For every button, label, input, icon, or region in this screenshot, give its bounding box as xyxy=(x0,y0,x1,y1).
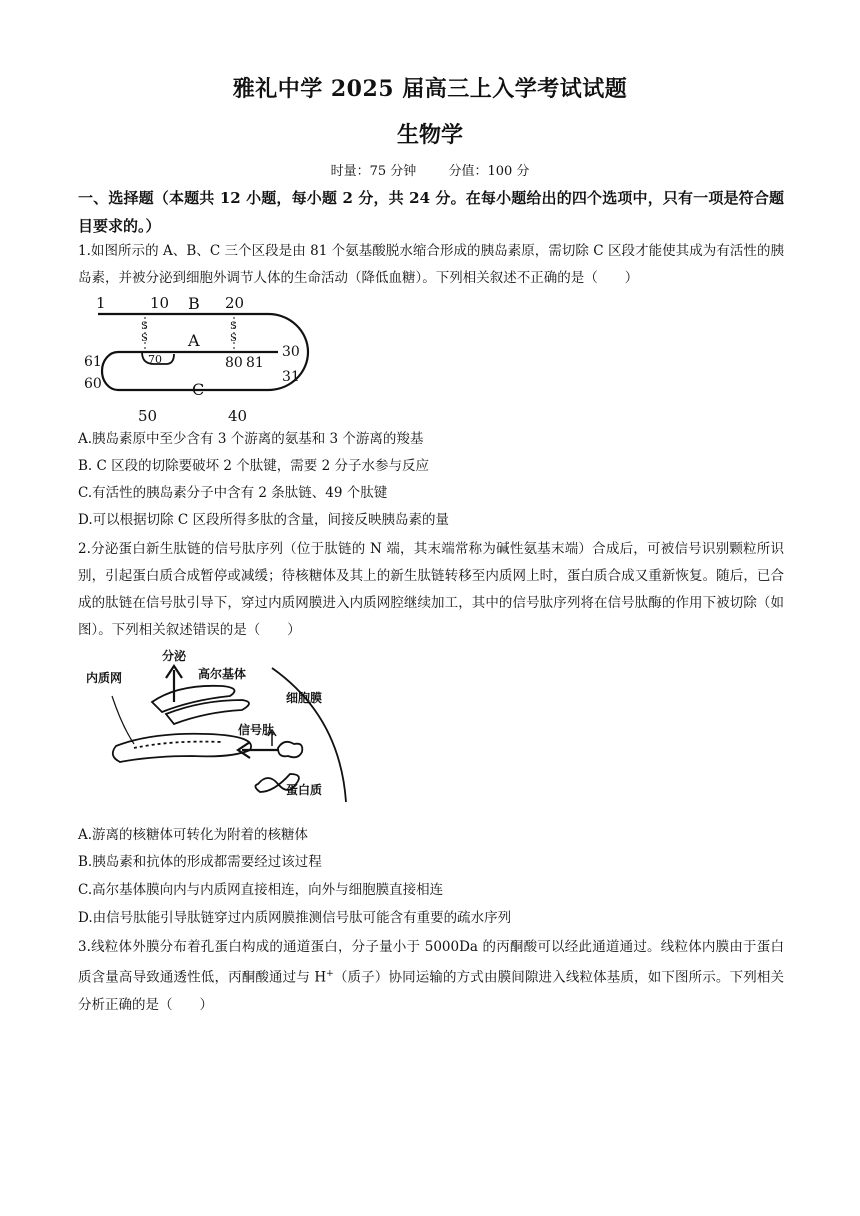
membrane-label: 细胞膜 xyxy=(286,691,323,705)
ss-bond-right-s1: S xyxy=(230,321,237,332)
ss-bond-right-s2: S xyxy=(230,333,237,344)
ss-bond-left-s2: S xyxy=(141,333,148,344)
question-3-stem xyxy=(78,934,784,1019)
chain-b-line xyxy=(98,314,308,390)
label-80: 80 xyxy=(225,355,243,371)
q1-option-a: A.胰岛素原中至少含有 3 个游离的氨基和 3 个游离的羧基 xyxy=(78,431,424,447)
proinsulin-diagram xyxy=(82,292,314,426)
exam-title: 雅礼中学 2025 届高三上入学考试试题 xyxy=(232,76,628,102)
question-1-stem: 1.如图所示的 A、B、C 三个区段是由 81 个氨基酸脱水缩合形成的胰岛素原，需切除 C 区段才能使其成为有活性的胰岛素，并被分泌到细胞外调节人体的生命活动（降低血糖）。下列相关叙述不正确的是（ ） xyxy=(78,243,784,286)
total-score: 分值：100 分 xyxy=(448,164,530,179)
label-40: 40 xyxy=(228,407,248,425)
label-50: 50 xyxy=(138,407,158,425)
signal-peptide-label: 信号肽 xyxy=(238,723,275,737)
golgi-label: 高尔基体 xyxy=(198,667,247,681)
secrete-label: 分泌 xyxy=(162,649,187,663)
er-pointer-line xyxy=(112,696,134,744)
subject-title: 生物学 xyxy=(396,122,463,148)
label-b: B xyxy=(188,294,200,313)
q2-option-a: A.游离的核糖体可转化为附着的核糖体 xyxy=(78,827,309,843)
ribosome xyxy=(278,742,302,758)
label-81: 81 xyxy=(246,355,264,371)
time-limit: 时量：75 分钟 xyxy=(330,164,417,179)
label-20: 20 xyxy=(225,294,245,312)
q3-proton-superscript: + xyxy=(326,969,334,979)
protein-label: 蛋白质 xyxy=(286,783,323,797)
q3-stem-part-2: （质子）协同运输的方式由膜间隙进入线粒体基质，如下图所示。下列相关分析正确的是（ ） xyxy=(78,969,784,1013)
golgi-cisterna-1 xyxy=(152,686,235,712)
q1-option-d: D.可以根据切除 C 区段所得多肽的含量，间接反映胰岛素的量 xyxy=(78,512,450,528)
question-2-stem: 2.分泌蛋白新生肽链的信号肽序列（位于肽链的 N 端，其末端常称为碱性氨基末端）合成后，可被信号识别颗粒所识别，引起蛋白质合成暂停或减缓；待核糖体及其上的新生肽链转移至内质网上时，蛋白质合成又重新恢复。随后，已合成的肽链在信号肽引导下，穿过内质网膜进入内质网腔继续加工，其中的信号肽序列将在信号肽酶的作用下被切除（如图）。下列相关叙述错误的是（ ） xyxy=(78,541,784,638)
label-a: A xyxy=(188,331,200,350)
ss-bond-left-s1: S xyxy=(141,321,148,332)
q2-option-d: D.由信号肽能引导肽链穿过内质网膜推测信号肽可能含有重要的疏水序列 xyxy=(78,910,512,926)
label-60: 60 xyxy=(84,376,102,392)
label-70: 70 xyxy=(148,353,162,366)
label-61: 61 xyxy=(84,354,102,370)
section-heading: 一、选择题（本题共 12 小题，每小题 2 分，共 24 分。在每小题给出的四个选项中，只有一项是符合题目要求的。） xyxy=(78,189,784,235)
q2-option-b: B.胰岛素和抗体的形成都需要经过该过程 xyxy=(78,854,322,870)
label-10: 10 xyxy=(150,294,170,312)
q3-stem-part-1: 3.线粒体外膜分布着孔蛋白构成的通道蛋白，分子量小于 5000Da 的丙酮酸可以经此通道通过。线粒体内膜由于蛋白质含量高导致通透性低，丙酮酸通过与 H xyxy=(78,939,784,986)
q1-option-c: C.有活性的胰岛素分子中含有 2 条肽链、49 个肽键 xyxy=(78,485,388,501)
er-inner xyxy=(134,742,222,748)
label-31: 31 xyxy=(282,369,300,385)
label-30: 30 xyxy=(282,344,300,360)
secretory-pathway-diagram xyxy=(82,646,354,818)
exam-meta xyxy=(0,160,860,179)
label-1: 1 xyxy=(96,294,106,312)
q1-option-b: B. C 区段的切除要破坏 2 个肽键，需要 2 分子水参与反应 xyxy=(78,458,429,474)
er-label: 内质网 xyxy=(86,671,123,685)
label-c: C xyxy=(192,380,205,399)
q2-option-c: C.高尔基体膜向内与内质网直接相连，向外与细胞膜直接相连 xyxy=(78,882,444,898)
golgi-cisterna-2 xyxy=(166,700,249,724)
er-body xyxy=(113,734,251,762)
secrete-arrow xyxy=(166,666,182,702)
